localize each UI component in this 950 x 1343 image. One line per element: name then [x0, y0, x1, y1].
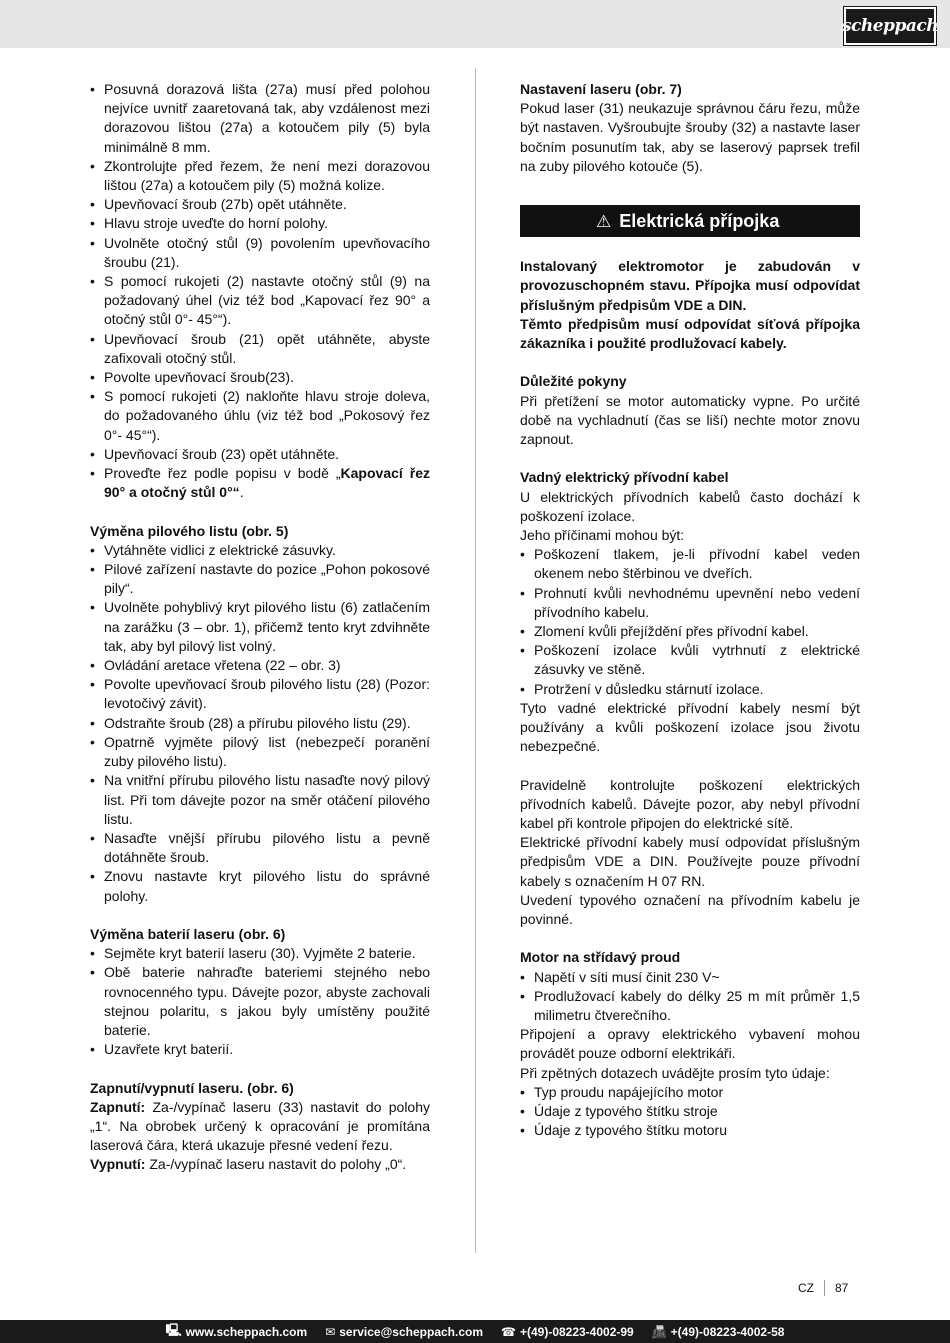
list-item: • Uvolněte otočný stůl (9) povolením upevňovacího šroubu (21). — [90, 234, 430, 272]
section-heading: Zapnutí/vypnutí laseru. (obr. 6) — [90, 1079, 294, 1096]
list-item: • Prodlužovací kabely do délky 25 m mít průměr 1,5 milimetru čtverečního. — [520, 987, 860, 1025]
list-item: • Protržení v důsledku stárnutí izolace. — [520, 680, 860, 699]
list-item: • Zlomení kvůli přejíždění přes přívodní kabel. — [520, 622, 860, 641]
list-item: • Ovládání aretace vřetena (22 – obr. 3) — [90, 656, 430, 675]
paragraph: Pokud laser (31) neukazuje správnou čáru řezu, může být nastaven. Vyšroubujte šrouby (32) a nastavte laser bočním posunutím tak, aby se laserový paprsek trefil na zuby pilového kotouče (5). — [520, 100, 860, 174]
banner-title: Elektrická přípojka — [619, 210, 780, 231]
list-item: • Prohnutí kvůli nevhodnému upevnění nebo vedení přívodního kabelu. — [520, 584, 860, 622]
header-bar — [0, 0, 950, 48]
left-column — [90, 80, 430, 1175]
ac-motor-list — [520, 968, 860, 1026]
list-item: • S pomocí rukojeti (2) nastavte otočný stůl (9) na požadovaný úhel (viz též bod „Kapovací řez 90° a otočný stůl 0°- 45°“). — [90, 272, 430, 330]
list-item: • Napětí v síti musí činit 230 V~ — [520, 968, 860, 987]
phone-icon: ☎ — [501, 1324, 516, 1339]
laser-off-paragraph: Vypnutí: Za-/vypínač laseru nastavit do polohy „0“. — [90, 1156, 407, 1173]
section-heading: Výměna pilového listu (obr. 5) — [90, 522, 289, 539]
paragraph: U elektrických přívodních kabelů často dochází k poškození izolace. — [520, 488, 860, 524]
footer-bar — [0, 1320, 950, 1343]
list-item: • Posuvná dorazová lišta (27a) musí před polohou nejvíce uvnitř zaaretovaná tak, aby vzdálenost mezi dorazovou lištou (27a) a kotoučem pily (5) byla minimálně 8 mm. — [90, 80, 430, 157]
language-code: CZ — [798, 1281, 814, 1295]
paragraph: Instalovaný elektromotor je zabudován v provozuschopném stavu. Přípojka musí odpovídat příslušným předpisům VDE a DIN. — [520, 258, 860, 313]
laser-on-paragraph: Zapnutí: Za-/vypínač laseru (33) nastavit do polohy „1“. Na obrobek určený k opracování je promítána laserová čára, která ukazuje přesné vedení řezu. — [90, 1098, 430, 1154]
list-item: • Hlavu stroje uveďte do horní polohy. — [90, 214, 430, 233]
blade-change-list — [90, 541, 430, 906]
paragraph: Pravidelně kontrolujte poškození elektrických přívodních kabelů. Dávejte pozor, aby nebyl přívodní kabel při kontrole připojen do elektrické sítě. — [520, 776, 860, 832]
list-item: • Povolte upevňovací šroub pilového listu (28) (Pozor: levotočivý závit). — [90, 675, 430, 713]
list-item: • Sejměte kryt baterií laseru (30). Vyjměte 2 baterie. — [90, 944, 430, 963]
list-item: • Údaje z typového štítku motoru — [520, 1121, 860, 1140]
page-number: 87 — [835, 1281, 849, 1295]
section-heading: Důležité pokyny — [520, 373, 627, 390]
list-item: • Proveďte řez podle popisu v bodě „Kapovací řez 90° a otočný stůl 0°“. — [90, 464, 430, 502]
list-item: • Upevňovací šroub (27b) opět utáhněte. — [90, 195, 430, 214]
section-heading: Motor na střídavý proud — [520, 949, 681, 966]
list-item: • Pilové zařízení nastavte do pozice „Pohon pokosové pily“. — [90, 560, 430, 598]
section-heading: Nastavení laseru (obr. 7) — [520, 81, 682, 97]
list-item: • S pomocí rukojeti (2) nakloňte hlavu stroje doleva, do požadovaného úhlu (viz též bod „Pokosový řez 0°- 45°“). — [90, 387, 430, 445]
list-item: • Na vnitřní přírubu pilového listu nasaďte nový pilový list. Při tom dávejte pozor na směr otáčení pilového listu. — [90, 771, 430, 829]
footer-website[interactable]: 🖳 www.scheppach.com — [166, 1321, 308, 1342]
paragraph: Elektrické přívodní kabely musí odpovídat příslušným předpisům VDE a DIN. Používejte pouze přívodní kabely s označením H 07 RN. — [520, 834, 860, 889]
list-item: • Upevňovací šroub (23) opět utáhněte. — [90, 445, 430, 464]
electrical-connection-banner — [520, 205, 860, 237]
paragraph: Při zpětných dotazech uvádějte prosím tyto údaje: — [520, 1064, 830, 1081]
battery-change-list — [90, 944, 430, 1059]
list-item: • Vytáhněte vidlici z elektrické zásuvky. — [90, 541, 430, 560]
inquiry-data-list — [520, 1083, 860, 1141]
list-item: • Uvolněte pohyblivý kryt pilového listu (6) zatlačením na zarážku (3 – obr. 1), přičemž tento kryt zdvihněte tak, aby byl pilový list volný. — [90, 598, 430, 656]
list-item: • Obě baterie nahraďte bateriemi stejného nebo rovnocenného typu. Dávejte pozor, abyste zachovali stejnou polaritu, s jakou byly umístěny použité baterie. — [90, 963, 430, 1040]
footer-email[interactable]: ✉ service@scheppach.com — [325, 1324, 484, 1339]
list-item: • Opatrně vyjměte pilový list (nebezpečí poranění zuby pilového listu). — [90, 733, 430, 771]
list-item: • Typ proudu napájejícího motor — [520, 1083, 860, 1102]
paragraph: Jeho příčinami mohou být: — [520, 527, 685, 544]
page-indicator — [798, 1280, 848, 1296]
list-item: • Poškození izolace kvůli vytrhnutí z elektrické zásuvky ve stěně. — [520, 641, 860, 679]
list-item: • Povolte upevňovací šroub(23). — [90, 368, 430, 387]
scheppach-logo: scheppach — [844, 7, 936, 45]
list-item: • Znovu nastavte kryt pilového listu do správné polohy. — [90, 867, 430, 905]
cable-damage-list — [520, 545, 860, 699]
footer-fax: 📠 +(49)-08223-4002-58 — [651, 1324, 785, 1339]
computer-icon: 🖳 — [165, 1323, 182, 1337]
list-item: • Upevňovací šroub (21) opět utáhněte, abyste zafixovali otočný stůl. — [90, 330, 430, 368]
paragraph: Uvedení typového označení na přívodním kabelu je povinné. — [520, 891, 860, 928]
paragraph: Připojení a opravy elektrického vybavení mohou provádět pouze odborní elektrikáři. — [520, 1026, 860, 1062]
list-item: • Uzavřete kryt baterií. — [90, 1040, 430, 1059]
right-column — [520, 80, 860, 1140]
column-divider — [475, 68, 476, 1253]
footer-phone: ☎ +(49)-08223-4002-99 — [501, 1324, 634, 1339]
warning-icon: ⚠ — [596, 211, 612, 231]
section-heading: Vadný elektrický přívodní kabel — [520, 469, 729, 486]
mail-icon: ✉ — [325, 1324, 336, 1339]
list-item: • Údaje z typového štítku stroje — [520, 1102, 860, 1121]
list-item: • Poškození tlakem, je-li přívodní kabel veden okenem nebo štěrbinou ve dveřích. — [520, 545, 860, 583]
fax-icon: 📠 — [651, 1324, 667, 1339]
list-item: • Odstraňte šroub (28) a přírubu pilového listu (29). — [90, 714, 430, 733]
paragraph: Tyto vadné elektrické přívodní kabely nesmí být používány a kvůli poškození izolace jsou životu nebezpečné. — [520, 699, 860, 755]
adjustment-steps-list — [90, 80, 430, 502]
section-heading: Výměna baterií laseru (obr. 6) — [90, 925, 286, 942]
paragraph: Při přetížení se motor automaticky vypne. Po určité době na vychladnutí (čas se liší) nechte motor znovu zapnout. — [520, 392, 860, 448]
paragraph: Těmto předpisům musí odpovídat síťová přípojka zákazníka i použité prodlužovací kabely. — [520, 315, 860, 352]
list-item: • Zkontrolujte před řezem, že není mezi dorazovou lištou (27a) a kotoučem pily (5) možná kolize. — [90, 157, 430, 195]
list-item: • Nasaďte vnější přírubu pilového listu a pevně dotáhněte šroub. — [90, 829, 430, 867]
